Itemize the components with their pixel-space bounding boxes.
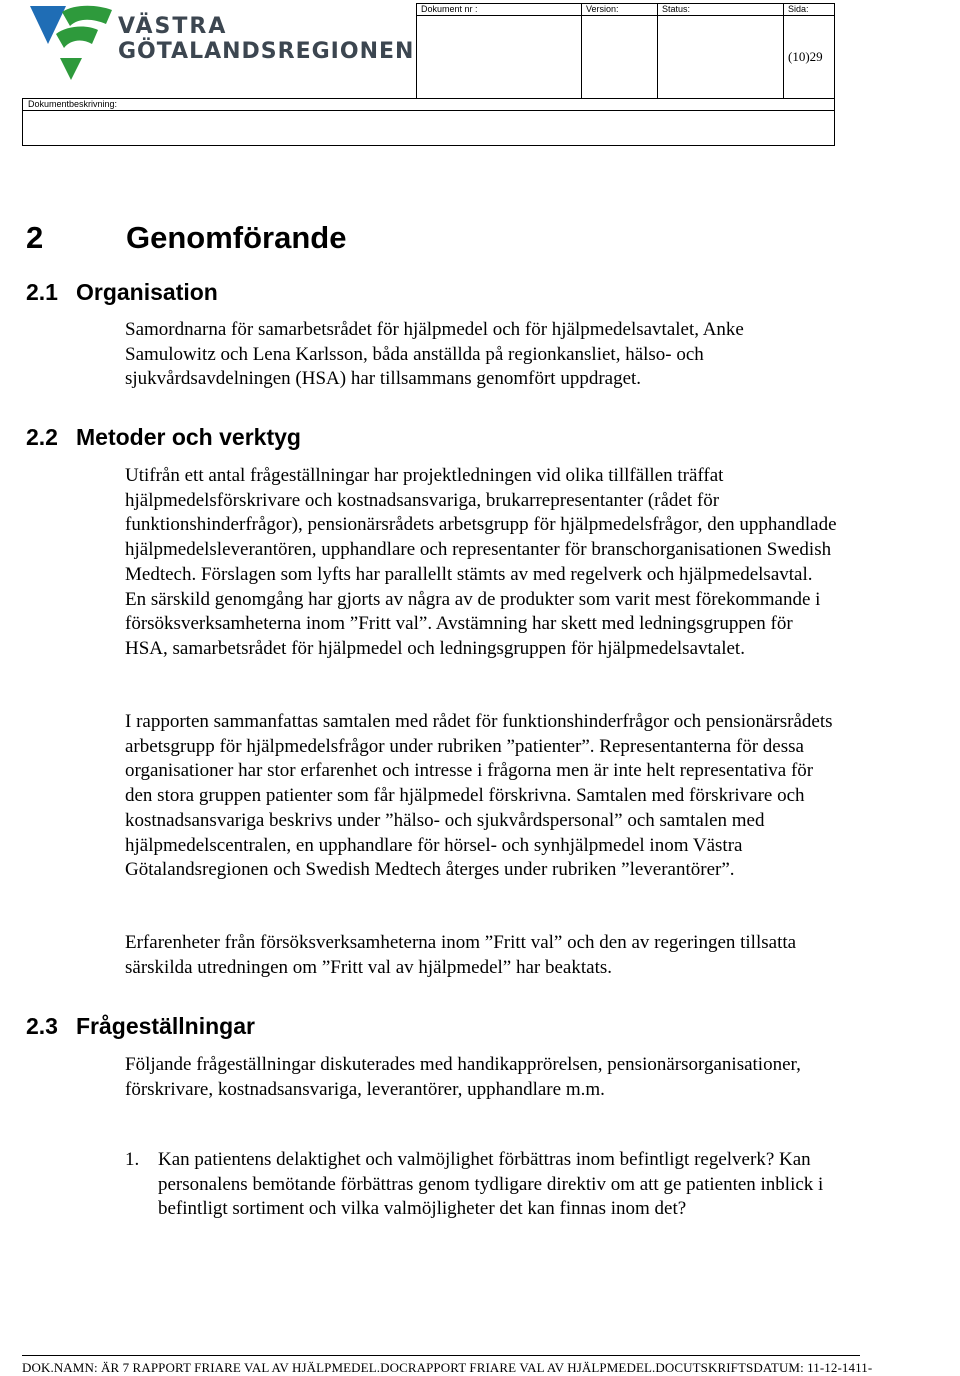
section-number: 2.1 — [26, 279, 58, 305]
logo-text-line1: VÄSTRA — [118, 14, 228, 39]
logo-mark-icon — [26, 4, 118, 84]
section-number: 2.3 — [26, 1013, 58, 1039]
version-label: Version: — [586, 4, 619, 14]
section-title: Frågeställningar — [76, 1013, 255, 1039]
page-label: Sida: — [788, 4, 809, 14]
section-heading — [26, 1013, 255, 1040]
logo-text-line2: GÖTALANDSREGIONEN — [118, 39, 415, 64]
section-title: Organisation — [76, 279, 218, 305]
footer-doc-info: DOK.NAMN: ÄR 7 RAPPORT FRIARE VAL AV HJÄLPMEDEL.DOCRAPPORT FRIARE VAL AV HJÄLPMEDEL.DOCUTSKRIFTSDATUM: 11-12-1411- — [22, 1360, 873, 1375]
page-number: (10)29 — [788, 49, 823, 64]
list-item-text: Kan patientens delaktighet och valmöjlighet förbättras inom befintligt regelverk? Kan personalens bemötande förbättras genom tydligare direktiv om att ge patienten inblick i befintligt sortiment och vilka valmöjligheter det kan finnas inom det? — [158, 1149, 824, 1220]
footer-divider — [22, 1355, 860, 1356]
section-heading — [26, 424, 301, 451]
paragraph: Erfarenheter från försöksverksamheterna inom ”Fritt val” och den av regeringen tillsatta särskilda utredningen om ”Fritt val av hjälpmedel” har beaktats. — [125, 932, 797, 978]
chapter-number: 2 — [26, 220, 44, 255]
header-doc-nr-cell — [416, 3, 582, 99]
paragraph: I rapporten sammanfattas samtalen med rådet för funktionshinderfrågor och pensionärsrådets arbetsgrupp för hjälpmedelsfrågor under rubriken ”patienter”. Representanterna för dessa organisationer har stor erfarenhet och intresse i frågorna men är inte helt representativa för den stora gruppen patienter som får hjälpmedel förskrivna. Samtalen med förskrivare och kostnadsansvariga beskrivs under ”hälso- och sjukvårdspersonal” och samtalen med hjälpmedelscentralen, en upphandlare för hörsel- och synhjälpmedel inom Västra Götalandsregionen och Swedish Medtech återges under rubriken ”leverantörer”. — [125, 711, 833, 881]
paragraph: Utifrån ett antal frågeställningar har projektledningen vid olika tillfällen träffat hjälpmedelsförskrivare och kostnadsansvariga, brukarrepresentanter (rådet för funktionshinderfrågor), pensionärsrådets arbetsgrupp för hjälpmedelsfrågor, den upphandlade hjälpmedelsleverantören, upphandlare och representanter för branschorganisationen Swedish Medtech. Förslagen som lyfts har parallellt stämts av med regelverk och hjälpmedelsavtal. En särskild genomgång har gjorts av några av de produkter som varit mest förekommande i försöksverksamheterna inom ”Fritt val”. Avstämning har skett med ledningsgruppen för HSA, samarbetsrådet för hjälpmedel och ledningsgruppen för hjälpmedelsavtalet. — [125, 465, 837, 659]
chapter-heading — [26, 220, 346, 256]
header-description-label-row — [22, 98, 835, 111]
status-label: Status: — [662, 4, 691, 14]
doc-nr-label: Dokument nr : — [421, 4, 478, 14]
description-label: Dokumentbeskrivning: — [28, 99, 118, 109]
section-title: Metoder och verktyg — [76, 424, 301, 450]
chapter-title: Genomförande — [126, 220, 347, 255]
paragraph: Följande frågeställningar diskuterades med handikapprörelsen, pensionärsorganisationer, förskrivare, kostnadsansvariga, leverantörer, upphandlare m.m. — [125, 1054, 801, 1100]
header-version-cell — [581, 3, 658, 99]
organization-logo — [26, 4, 415, 84]
list-item-number: 1. — [125, 1149, 140, 1170]
section-number: 2.2 — [26, 424, 58, 450]
paragraph: Samordnarna för samarbetsrådet för hjälpmedel och för hjälpmedelsavtalet, Anke Samulowitz och Lena Karlsson, båda anställda på regionkansliet, hälso- och sjukvårdsavdelningen (HSA) har tillsammans genomfört uppdraget. — [125, 319, 744, 390]
header-status-cell — [657, 3, 784, 99]
section-heading — [26, 279, 218, 306]
header-label-row — [416, 3, 835, 16]
